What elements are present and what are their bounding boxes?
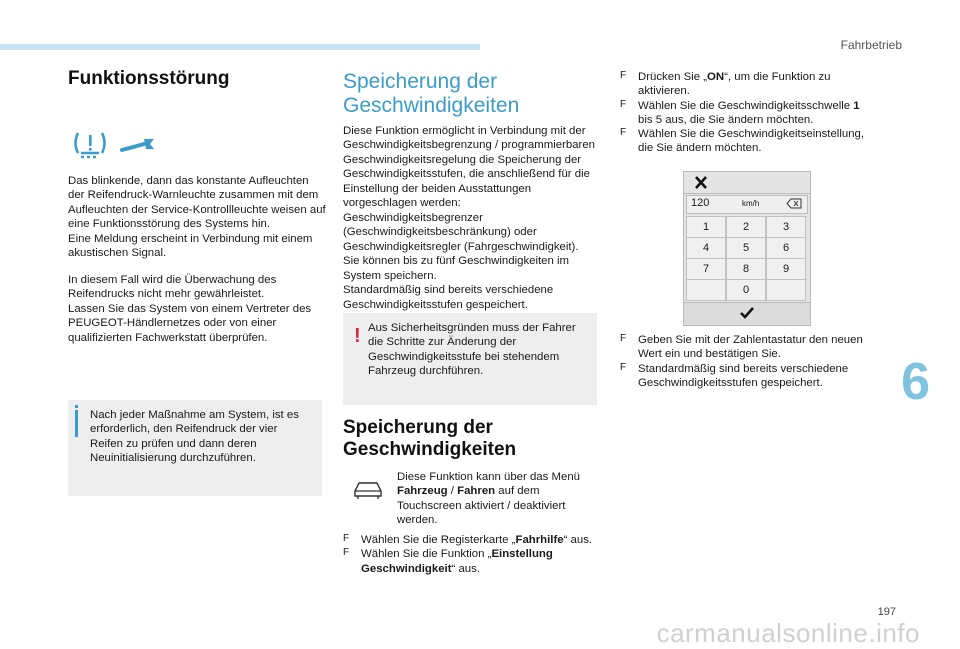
warning-box — [343, 313, 597, 405]
subsection — [343, 417, 601, 461]
speed-unit: km/h — [742, 199, 760, 208]
steps-col3 — [620, 70, 870, 156]
column-1 — [68, 68, 326, 90]
speed-storage-text — [343, 124, 601, 312]
step-item: F Wählen Sie die Geschwindigkeitseinstellung, die Sie ändern möchten. — [620, 127, 865, 155]
bullet-triangle-icon: F — [620, 98, 627, 110]
paragraph: Lassen Sie das System von einem Vertreter des PEUGEOT-Händlernetzes oder von einer qualifizierten Fachwerkstatt überprüfen. — [68, 302, 312, 344]
steps-col3-after — [620, 333, 870, 390]
numeric-keypad — [683, 171, 811, 326]
checkmark-icon — [740, 307, 754, 319]
key-0[interactable]: 0 — [726, 279, 766, 301]
key-9[interactable]: 9 — [766, 258, 806, 280]
key-3[interactable]: 3 — [766, 216, 806, 238]
watermark: carmanualsonline.info — [656, 618, 920, 648]
section-title-speed-storage: Speicherung der Geschwindigkeiten — [343, 70, 520, 117]
steps-col2 — [343, 533, 601, 576]
key-1[interactable]: 1 — [686, 216, 726, 238]
section-label: Fahrbetrieb — [840, 38, 902, 52]
text: Diese Funktion kann über das Menü — [397, 471, 580, 483]
info-icon — [75, 410, 78, 437]
paragraph: In diesem Fall wird die Überwachung des Reifendrucks nicht mehr gewährleistet. — [68, 273, 277, 301]
speed-display — [686, 195, 808, 214]
key-7[interactable]: 7 — [686, 258, 726, 280]
step-item: F Drücken Sie „ON“, um die Funktion zu aktivieren. — [620, 70, 831, 98]
paragraph: Das blinkende, dann das konstante Aufleuchten der Reifendruck-Warnleuchte zusammen mit dem Aufleuchten der Service-Kontrollleuchte weisen auf eine Funktionsstörung des Systems hin. — [68, 175, 326, 231]
confirm-button[interactable] — [684, 302, 810, 325]
key-8[interactable]: 8 — [726, 258, 766, 280]
column-2 — [343, 70, 601, 117]
paragraph: Standardmäßig sind bereits verschiedene Geschwindigkeitsstufen gespeichert. — [343, 284, 554, 311]
paragraph: Sie können bis zu fünf Geschwindigkeiten im System speichern. — [343, 255, 570, 282]
key-6[interactable]: 6 — [766, 237, 806, 259]
warning-text: Aus Sicherheitsgründen muss der Fahrer die Schritte zur Änderung der Geschwindigkeitsstufe bei stehendem Fahrzeug durchführen. — [368, 322, 576, 378]
text: auf dem Touchscreen aktiviert / deaktiviert werden. — [397, 485, 566, 527]
key-5[interactable]: 5 — [726, 237, 766, 259]
paragraph: Eine Meldung erscheint in Verbindung mit einem akustischen Signal. — [68, 232, 313, 260]
backspace-icon[interactable] — [786, 198, 802, 209]
info-text: Nach jeder Maßnahme am System, ist es erforderlich, den Reifendruck der vier Reifen zu prüfen und dann deren Neuinitialisierung durchzuführen. — [90, 409, 299, 465]
header-bar — [0, 44, 480, 50]
page-number: 197 — [877, 606, 896, 618]
speed-value: 120 — [691, 197, 710, 209]
key-2[interactable]: 2 — [726, 216, 766, 238]
bullet-triangle-icon: F — [343, 533, 350, 544]
menu-driving: Fahren — [457, 485, 496, 498]
menu-vehicle: Fahrzeug — [397, 485, 448, 498]
bullet-triangle-icon: F — [343, 547, 350, 559]
chapter-number: 6 — [901, 353, 930, 411]
key-4[interactable]: 4 — [686, 237, 726, 259]
section-title-malfunction: Funktionsstörung — [68, 68, 230, 89]
keypad-top-bar — [684, 172, 810, 194]
malfunction-text — [68, 174, 326, 345]
step-item: F Wählen Sie die Geschwindigkeitsschwelle 1 bis 5 aus, die Sie ändern möchten. — [620, 98, 860, 126]
step-item: F Geben Sie mit der Zahlentastatur den neuen Wert ein und bestätigen Sie. — [620, 333, 863, 361]
info-box — [68, 400, 322, 496]
subsection-title: Speicherung der Geschwindigkeiten — [343, 417, 517, 460]
text: / — [447, 485, 458, 498]
service-wrench-icon — [120, 136, 160, 161]
warning-icon: ! — [354, 325, 361, 347]
car-icon — [352, 478, 384, 505]
key-blank-left — [686, 279, 726, 301]
step-item: F Wählen Sie die Registerkarte „Fahrhilfe“ aus. — [343, 533, 593, 546]
bullet-triangle-icon: F — [620, 127, 627, 138]
step-item: F Standardmäßig sind bereits verschiedene Geschwindigkeitsstufen gespeichert. — [620, 361, 849, 389]
menu-text — [397, 470, 587, 528]
step-item: F Wählen Sie die Funktion „Einstellung Geschwindigkeit“ aus. — [343, 547, 553, 575]
bullet-triangle-icon: F — [620, 70, 627, 81]
close-icon[interactable] — [694, 176, 708, 189]
bullet-triangle-icon: F — [620, 361, 627, 373]
paragraph: Diese Funktion ermöglicht in Verbindung mit der Geschwindigkeitsbegrenzung / programmierbaren Geschwindigkeitsregelung die Speicherung der Geschwindigkeitsstufen, die anschließend für die Einstellung der beiden Ausstattungen vorgeschlagen werden: Geschwindigkeitsbegrenzer (Geschwindigkeitsbeschränkung) oder Geschwindigkeitsregler (Fahrgeschwindigkeit). — [343, 125, 595, 253]
bullet-triangle-icon: F — [620, 333, 627, 344]
key-blank-right — [766, 279, 806, 301]
